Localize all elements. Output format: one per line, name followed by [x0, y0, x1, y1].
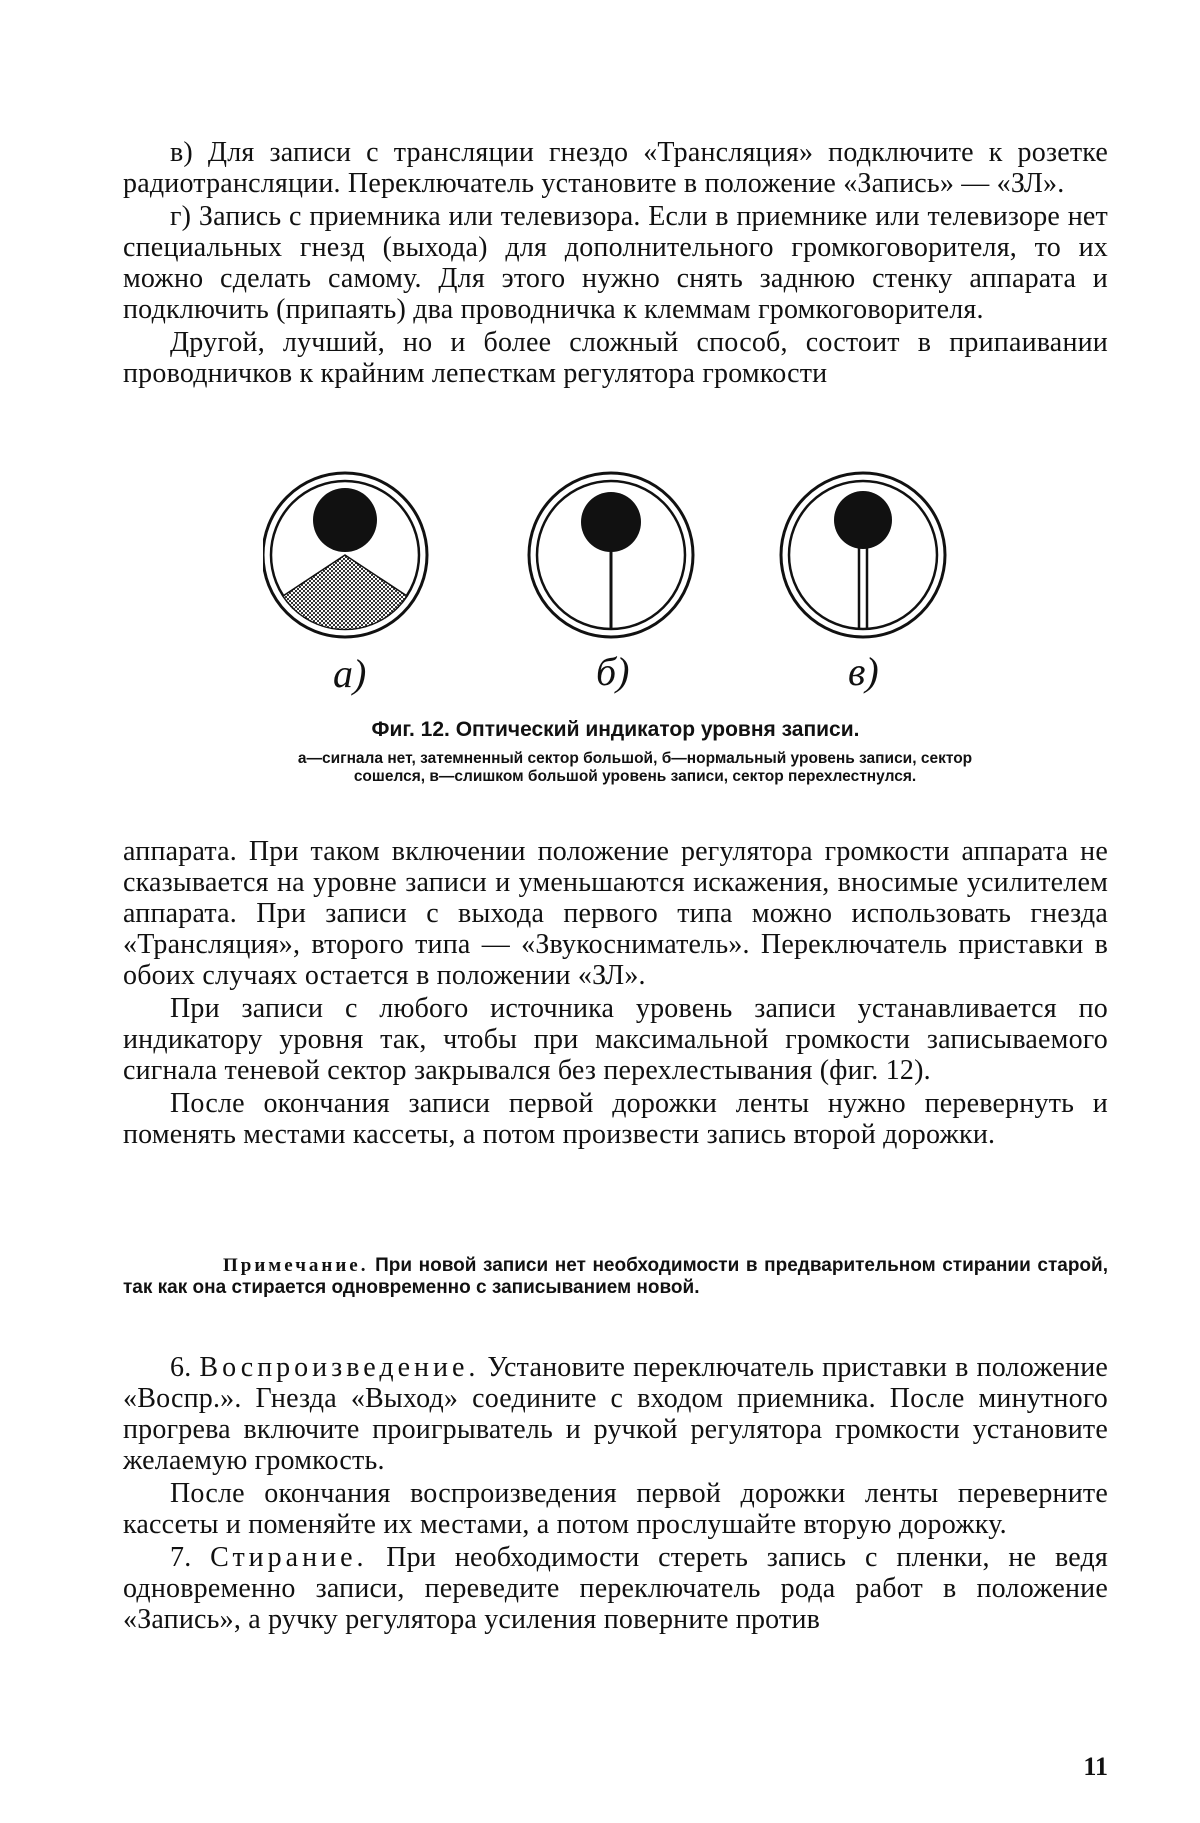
indicator-b — [529, 473, 693, 637]
section-number-7: 7. — [170, 1542, 191, 1573]
note-block — [123, 1255, 1108, 1299]
top-text-block — [123, 137, 1108, 389]
indicator-a — [263, 473, 427, 637]
figure-12 — [263, 470, 963, 710]
playback-text: Установите переключатель приставки в положение «Воспр.». Гнезда «Выход» соедините с входом приемника. После минутного прогрева включите проигрыватель и ручкой регулятора громкости установите желаемую громкость. — [123, 1352, 1108, 1476]
note-heading: Примечание. — [223, 1255, 369, 1276]
book-page — [0, 0, 1200, 1823]
middle-text-block — [123, 836, 1108, 1150]
paragraph-continuation: аппарата. При таком включении положение регулятора громкости аппарата не сказывается на уровне записи и уменьшаются искажения, вносимые усилителем аппарата. При записи с выхода первого типа можно использовать гнезда «Трансляция», второго типа — «Звукосниматель». Переключатель приставки в обоих случаях остается в положении «ЗЛ». — [123, 836, 1108, 991]
paragraph-receiver: г) Запись с приемника или телевизора. Если в приемнике или телевизоре нет специальных гнезд (выхода) для дополнительного громкоговорителя, то их можно сделать самому. Для этого нужно снять заднюю стенку аппарата и подключить (припаять) два проводничка к клеммам громкоговорителя. — [123, 201, 1108, 325]
paragraph-playback — [123, 1352, 1108, 1476]
erase-text: При необходимости стереть запись с пленки, не ведя одновременно записи, переведите переключатель рода работ в положение «Запись», а ручку регулятора усиления поверните против — [123, 1542, 1108, 1635]
figure-label-b: б) — [596, 648, 629, 695]
paragraph-level-setting: При записи с любого источника уровень записи устанавливается по индикатору уровня так, чтобы при максимальной громкости записываемого сигнала теневой сектор закрывался без перехлестывания (фиг. 12). — [123, 993, 1108, 1086]
indicator-c — [781, 473, 945, 637]
note-text: При новой записи нет необходимости в предварительном стирании старой, так как она стирается одновременно с записыванием новой. — [123, 1255, 1108, 1298]
figure-label-c: в) — [848, 648, 879, 695]
bottom-text-block — [123, 1352, 1108, 1635]
page-number: 11 — [1083, 1752, 1108, 1782]
paragraph-soldering: Другой, лучший, но и более сложный способ, состоит в припаивании проводничков к крайним лепесткам регулятора громкости — [123, 327, 1108, 389]
section-number-6: 6. — [170, 1352, 191, 1383]
paragraph-playback-second: После окончания воспроизведения первой дорожки ленты переверните кассеты и поменяйте их местами, а потом прослушайте вторую дорожку. — [123, 1478, 1108, 1540]
figure-label-a: а) — [333, 650, 366, 697]
figure-caption-title: Фиг. 12. Оптический индикатор уровня записи. — [123, 718, 1108, 742]
section-heading-erase: Стирание. — [210, 1542, 367, 1573]
paragraph-second-track: После окончания записи первой дорожки ленты нужно перевернуть и поменять местами кассеты, а потом произвести запись второй дорожки. — [123, 1088, 1108, 1150]
paragraph-broadcast: в) Для записи с трансляции гнездо «Трансляция» подключите к розетке радиотрансляции. Переключатель установите в положение «Запись» — «ЗЛ». — [123, 137, 1108, 199]
paragraph-erase — [123, 1542, 1108, 1635]
section-heading-playback: Воспроизведение. — [199, 1352, 479, 1383]
figure-caption-body: а—сигнала нет, затемненный сектор большой, б—нормальный уровень записи, сектор сошелся, в—слишком большой уровень записи, сектор перехлестнулся. — [290, 750, 980, 786]
